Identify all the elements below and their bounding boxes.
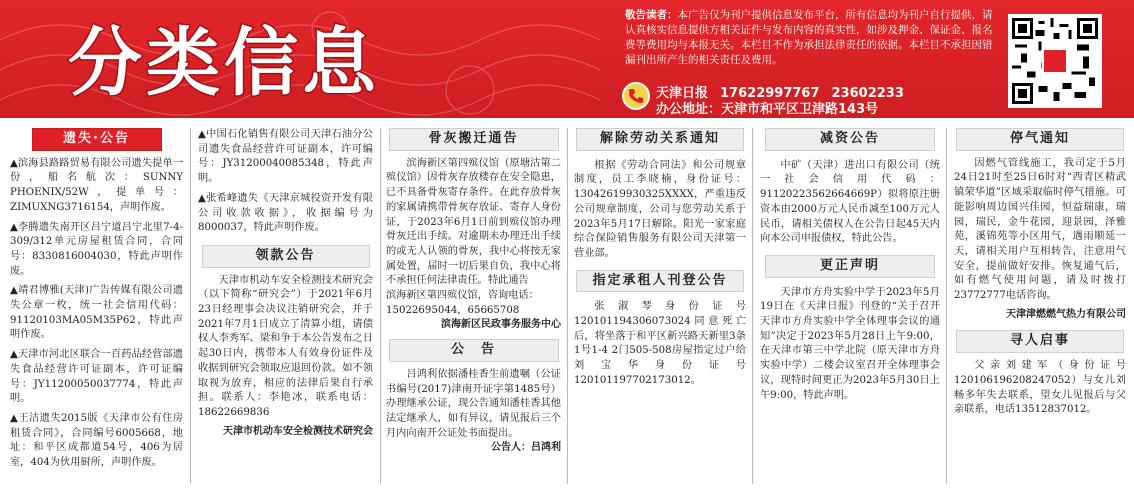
classified-columns <box>0 124 1134 491</box>
column-lost-notices <box>10 124 183 489</box>
column-divider <box>380 128 381 484</box>
ash-relocation-body: 滨海新区第四殡仪馆（原塘沽第二殡仪馆）因骨灰存放楼存在安全隐患，已不具备骨灰寄存条件。在此存放骨灰的家属请携带骨灰存放证、寄存人身份证，于2023年6月1日前到殡仪馆办理骨灰迁出手续。对逾期未办理迁出手续的或无人认领的骨灰，我中心将按无家属处置，届时一切后果自负，我中心将不承担任何法律责任。特此通告 <box>386 157 561 287</box>
missing-person-body: 父亲刘建军（身份证号120106196208247052）与女儿刘畅多年失去联系，望女儿见报后与父亲联系，电话13512837012。 <box>954 360 1126 416</box>
qr-code-icon <box>1008 14 1102 108</box>
column-divider <box>190 128 191 484</box>
ash-relocation-contact: 滨海新区第四殡仪馆，咨询电话：15022695044，65665708 <box>386 290 539 316</box>
ash-relocation-header: 骨灰搬迁通告 <box>389 128 559 151</box>
notice-heading: 敬告读者： <box>625 9 678 21</box>
section-title <box>62 10 392 110</box>
list-item: ▲滨海县路路贸易有限公司遗失提单一份，船名航次：SUNNY PHOENIX/52W，提单号：ZIMUXNG3716154，声明作废。 <box>10 157 183 213</box>
claim-notice-body: 天津市机动车安全检测技术研究会（以下简称“研究会”）于2021年6月23日经理事会决议注销研究会，并于2021年7月1日成立了清算小组，请债权人李秀军、梁和争于本公告发布之日起30日内，携带本人有效身份证件及收据到研究会领取应退回份款。如不领取视为放弃，相应的法律后果自行承担。联系人：李艳冰，联系电话：18622669836 <box>198 274 373 418</box>
list-item: ▲王洁遗失2015版《天津市公有住房租赁合同》，合同编号6005668，地址：和平区成都道54号，406为居室，404为伙用厨所，声明作废。 <box>10 412 183 469</box>
list-item: ▲张希峰遗失《天津京城投资开发有限公司收款收据》，收据编号为8000037，特此声明作废。 <box>198 192 373 234</box>
gas-outage-signature: 天津津燃燃气热力有限公司 <box>1006 308 1126 320</box>
column-capital <box>760 124 940 489</box>
column-relocation <box>386 124 561 489</box>
claim-notice-signature: 天津市机动车安全检测技术研究会 <box>223 425 373 437</box>
public-notice-signature: 公告人：吕鸿利 <box>491 442 561 454</box>
reader-notice <box>625 8 1000 68</box>
designated-tenant-header: 指定承租人刊登公告 <box>576 270 744 293</box>
phone-number-1: 17622997767 <box>720 86 820 101</box>
claim-notice-header: 领款公告 <box>202 245 370 268</box>
capital-reduction-header: 减资公告 <box>765 128 935 151</box>
designated-tenant-body: 张淑琴身份证号120101194306073024同意死亡后，将坐落于和平区新兴路天新里3条1号1-4 2门505-508房屋指定过户给刘宝华身份证号120101197702173012。 <box>574 301 746 386</box>
public-notice-header: 公 告 <box>389 339 559 362</box>
phone-number-2: 23602233 <box>831 86 904 101</box>
list-item: ▲天津市河北区联合一百药品经营部遗失食品经营许可证副本，许可证编号：JY11200050037774，特此声明。 <box>10 349 183 405</box>
phone-label: 天津日报 <box>656 86 709 101</box>
masthead-banner <box>0 0 1134 118</box>
correction-header: 更正声明 <box>765 255 935 278</box>
lost-notice-header: 遗失·公告 <box>32 128 162 151</box>
column-divider <box>946 128 947 484</box>
column-divider <box>752 128 753 484</box>
labor-termination-body: 根据《劳动合同法》和公司规章制度，员工李晓楠，身份证号：13042619930325XXXX，严重违反公司规章制度，公司与您劳动关系于2023年5月17日解除。阳光一家家庭综合保险销售服务有限公司天津第一营业部。 <box>574 159 746 259</box>
list-item: ▲中国石化销售有限公司天津石油分公司遗失食品经营许可证副本，许可编号：JY31200040085348，特此声明。 <box>198 129 373 185</box>
list-item: ▲靖君博雅(天津)广告传媒有限公司遗失公章一枚，统一社会信用代码：91120103MA05M35P62，特此声明作废。 <box>10 285 183 341</box>
column-misc-notices <box>198 124 373 489</box>
missing-person-header: 寻人启事 <box>956 330 1124 353</box>
capital-reduction-body: 中矿（天津）进出口有限公司（统一社会信用代码：91120223562664669P）拟将原注册资本由2000万元人民币减至100万元人民币，请相关债权人在公告日起45天内向本公司申报债权，特此公告。 <box>760 159 940 245</box>
phone-icon <box>622 82 650 110</box>
labor-termination-header: 解除劳动关系通知 <box>576 128 744 151</box>
gas-outage-body: 因燃气管线施工，我司定于5月24日21时至25日6时对“西青区精武镇荣华道”区域采取临时停气措施。可能影响周边国兴佳园，恒益瑞康，瑞园，瑞民，金牛花园，迎景园，泽雅苑，溪锦苑等小区用气，遇雨顺延一天，请相关用户互相转告，注意用气安全，提前做好安排。恢复通气后，如有燃气使用问题，请及时拨打23772777电话咨询。 <box>954 157 1126 302</box>
office-address: 办公地址：天津市和平区卫津路143号 <box>656 102 879 117</box>
gas-outage-header: 停气通知 <box>956 128 1124 151</box>
column-divider <box>567 128 568 484</box>
svg-text:分类信息: 分类信息 <box>68 20 380 106</box>
column-gas <box>954 124 1126 489</box>
notice-body: 本广告仅为刊户提供信息发布平台，所有信息均为刊户自行提供，请认真核实信息提供方相关证件与发布内容的真实性，如涉及押金、保证金、报名费等费用均与本报无关。本栏目不作为承担法律责任的依据。本栏目不承担因错漏刊出所产生的相关责任及费用。 <box>625 9 993 66</box>
correction-body: 天津市方舟实验中学于2023年5月19日在《天津日报》刊登的“关于召开天津市方舟实验中学全体理事会议的通知”决定于2023年5月28日上午9:00，在天津市第三中学北院（原天津市方舟实验中学）二楼会议室召开全体理事会议，现特时间更正为2023年5月30日上午9:00，特此声明。 <box>760 286 940 401</box>
public-notice-body: 吕鸿利依据潘桂香生前遗嘱（公证书编号(2017)津南开证字第1485号）办理继承公证，现公告通知潘桂香其他法定继承人，如有异议，请见报后三个月内向南开公证处书面提出。 <box>386 368 561 439</box>
column-labor <box>574 124 746 489</box>
list-item: ▲李腾遗失南开区吕宁道吕宁北里7-4-309/312单元房屋租赁合同，合同号：8330816004030，特此声明作废。 <box>10 221 183 277</box>
ash-relocation-signature: 滨海新区民政事务服务中心 <box>441 319 561 331</box>
